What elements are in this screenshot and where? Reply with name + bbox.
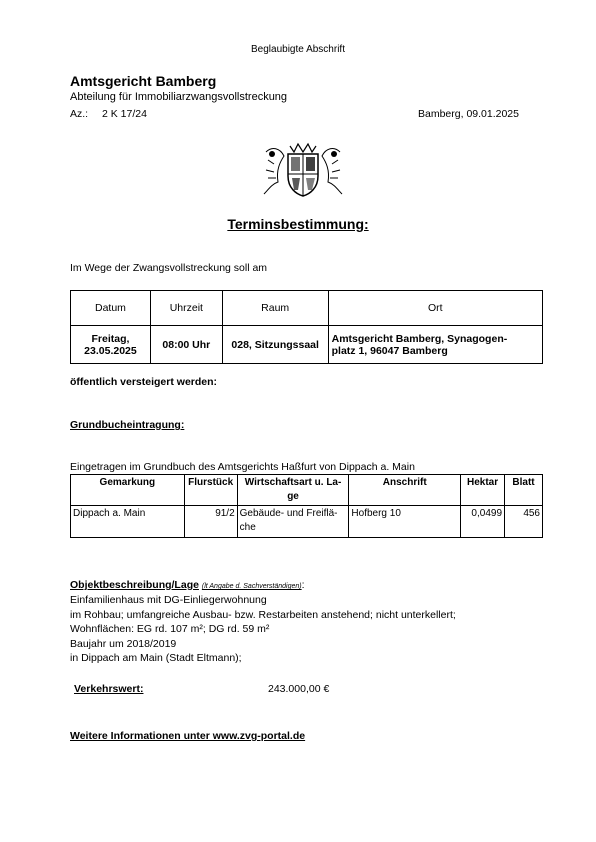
description-line: in Dippach am Main (Stadt Eltmann); [70,652,242,665]
column-header: Raum [222,291,328,326]
market-value-label: Verkehrswert: [74,683,144,695]
appointment-weekday: Freitag, [91,332,130,345]
column-header-line: Wirtschaftsart u. La- [244,477,342,488]
table-row [71,506,543,538]
more-info-link[interactable]: Weitere Informationen unter www.zvg-portal.de [70,730,306,742]
appointment-date [71,326,151,364]
location-line: Amtsgericht Bamberg, Synagogen- [331,332,508,345]
object-description-heading [70,579,305,591]
description-line: im Rohbau; umfangreiche Ausbau- bzw. Restarbeiten anstehend; nicht unterkellert; [70,608,456,621]
column-header: Blatt [505,475,543,506]
land-register-table [70,474,543,538]
location-line: platz 1, 96047 Bamberg [331,344,448,357]
column-header [237,475,349,506]
wirtschaftsart-line: Gebäude- und Freiflä- [239,508,338,519]
case-number-label: Az.: [70,108,89,120]
flurstueck-cell: 91/2 [184,506,237,538]
column-header: Flurstück [184,475,237,506]
hektar-cell: 0,0499 [461,506,505,538]
gemarkung-cell: Dippach a. Main [71,506,185,538]
appointment-table [70,290,543,364]
coat-of-arms-seal [262,142,344,198]
court-name: Amtsgericht Bamberg [70,73,217,89]
object-description-text [70,593,456,666]
appointment-location [328,326,542,364]
intro-text: Im Wege der Zwangsvollstreckung soll am [70,262,268,274]
document-header-label: Beglaubigte Abschrift [251,44,345,55]
column-header-line: ge [287,491,299,502]
market-value: 243.000,00 € [268,683,330,695]
land-register-intro: Eingetragen im Grundbuch des Amtsgerichts Haßfurt von Dippach a. Main [70,461,415,473]
column-header: Uhrzeit [150,291,222,326]
column-header: Datum [71,291,151,326]
appointment-time: 08:00 Uhr [150,326,222,364]
column-header: Hektar [461,475,505,506]
auction-statement: öffentlich versteigert werden: [70,376,218,388]
column-header: Anschrift [349,475,461,506]
table-header-row [71,475,543,506]
object-description-note: (lt Angabe d. Sachverständigen) [201,583,302,590]
wirtschaftsart-cell [237,506,349,538]
blatt-cell: 456 [505,506,543,538]
anschrift-cell: Hofberg 10 [349,506,461,538]
appointment-date-value: 23.05.2025 [84,344,137,357]
column-header: Gemarkung [71,475,185,506]
document-title: Terminsbestimmung: [227,216,369,232]
case-number: 2 K 17/24 [102,108,147,120]
appointment-room: 028, Sitzungssaal [222,326,328,364]
wirtschaftsart-line: che [239,522,256,533]
heading-colon: : [301,579,305,591]
description-line: Einfamilienhaus mit DG-Einliegerwohnung [70,594,267,606]
object-description-title: Objektbeschreibung/Lage [70,579,199,591]
description-line: Baujahr um 2018/2019 [70,637,177,650]
table-header-row [71,291,543,326]
place-and-date: Bamberg, 09.01.2025 [418,108,519,120]
table-row [71,326,543,364]
description-line: Wohnflächen: EG rd. 107 m²; DG rd. 59 m² [70,623,270,636]
land-register-heading: Grundbucheintragung: [70,419,185,431]
court-department: Abteilung für Immobiliarzwangsvollstreckung [70,91,288,103]
column-header: Ort [328,291,542,326]
